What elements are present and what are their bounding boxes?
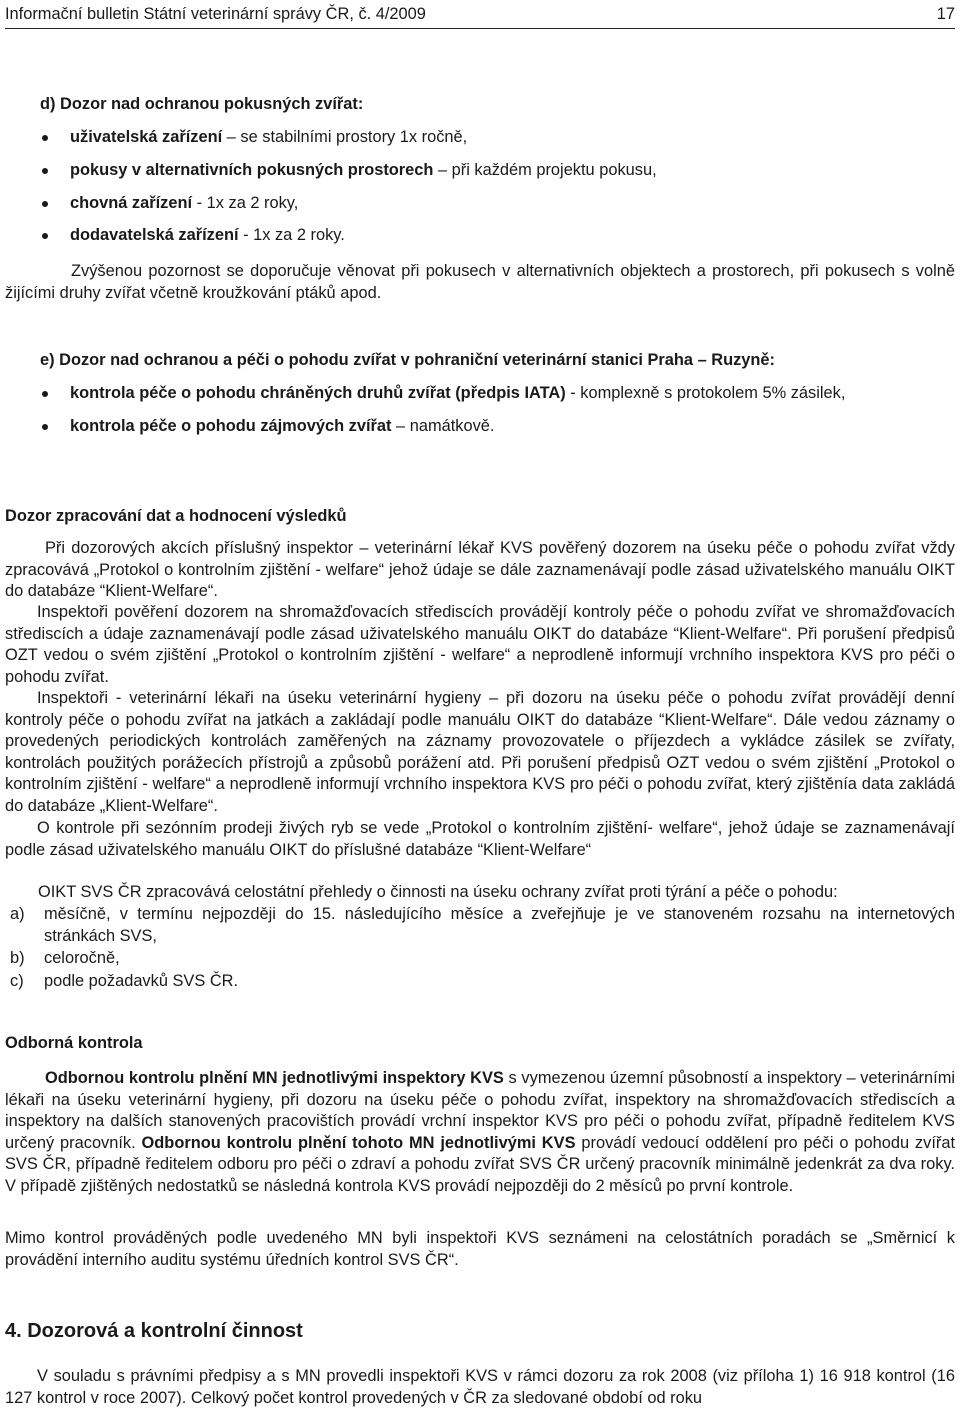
section-d-heading: d) Dozor nad ochranou pokusných zvířat: (40, 95, 364, 113)
odborna-heading: Odborná kontrola (5, 1034, 143, 1052)
dozor-heading: Dozor zpracování dat a hodnocení výsledků (5, 507, 347, 525)
section-d-note: Zvýšenou pozornost se doporučuje věnovat při pokusech v alternativních objektech a prostorech, při pokusech s volně žijícími druhy zvířat včetně kroužkování ptáků apod. (5, 262, 955, 302)
list-item: chovná zařízení - 1x za 2 roky, (40, 193, 955, 215)
dozor-paragraph-2: Inspektoři pověření dozorem na shromažďovacích střediscích provádějí kontroly péče o pohodu zvířat ve shromažďovacích střediscích a údaje zaznamenávají podle zásad uživatelského manuálu OIKT do databáze “Klient-Welfare“. Při porušení předpisů OZT vedou o svém zjištění „Protokol o kontrolním zjištění - welfare“ a neprodleně informují vrchního inspektora KVS pro péči o pohodu zvířat. (5, 603, 955, 686)
dozor-paragraph-1: Při dozorových akcích příslušný inspektor – veterinární lékař KVS pověřený dozorem na úseku péče o pohodu zvířat vždy zpracovává „Protokol o kontrolním zjištění - welfare“ jehož údaje se dále zaznamenávají podle zásad uživatelského manuálu OIKT do databáze “Klient-Welfare“. (5, 539, 955, 601)
list-item: a) měsíčně, v termínu nejpozději do 15. následujícího měsíce a zveřejňuje je ve stanoveném rozsahu na internetových stránkách SVS, (10, 905, 955, 945)
section-d-list (40, 127, 955, 258)
dozor-paragraph-4: O kontrole při sezónním prodeji živých ryb se vede „Protokol o kontrolním zjištění- welfare“, jehož údaje se zaznamenávají podle zásad uživatelského manuálu OIKT do příslušné databáze “Klient-Welfare“ (5, 819, 955, 859)
list-item: kontrola péče o pohodu zájmových zvířat – namátkově. (40, 416, 955, 438)
list-item: pokusy v alternativních pokusných prostorech – při každém projektu pokusu, (40, 160, 955, 182)
section-e-heading: e) Dozor nad ochranou a péči o pohodu zvířat v pohraniční veterinární stanici Praha – Ruzyně: (40, 351, 775, 369)
odborna-paragraph-1: Odbornou kontrolu plnění MN jednotlivými inspektory KVS s vymezenou územní působností a inspektory – veterinárními lékaři na úseku veterinární hygieny, při dozoru na úseku péče o pohodu zvířat, inspektory na shromažďovacích střediscích a inspektory na dalších stanovených pracovištích provádí vrchní inspektor KVS pro péči o pohodu zvířat, případně ředitelem KVS určený pracovník. Odbornou kontrolu plnění tohoto MN jednotlivými KVS provádí vedoucí oddělení pro péči o pohodu zvířat SVS ČR, případně ředitelem odboru pro péči o zdraví a pohodu zvířat SVS ČR určený pracovník minimálně jedenkrát za dva roky. V případě zjištěných nedostatků se následná kontrola KVS provádí nejpozději do 2 měsíců po první kontrole. (5, 1069, 956, 1195)
list-item: dodavatelská zařízení - 1x za 2 roky. (40, 225, 955, 247)
section-4-paragraph: V souladu s právními předpisy a s MN provedli inspektoři KVS v rámci dozoru za rok 2008 (viz příloha 1) 16 918 kontrol (16 127 kontrol v roce 2007). Celkový počet kontrol provedených v ČR za sledované období od roku (5, 1367, 955, 1407)
list-item: c) podle požadavků SVS ČR. (10, 971, 239, 990)
odborna-paragraph-2: Mimo kontrol prováděných podle uvedeného MN byli inspektoři KVS seznámeni na celostátních poradách se „Směrnicí k provádění interního auditu systému úředních kontrol SVS ČR“. (5, 1229, 955, 1269)
page-number: 17 (936, 5, 955, 23)
dozor-paragraph-5: OIKT SVS ČR zpracovává celostátní přehledy o činnosti na úseku ochrany zvířat proti týrání a péče o pohodu: (38, 883, 838, 901)
section-4-heading: 4. Dozorová a kontrolní činnost (5, 1320, 303, 1342)
dozor-list (10, 904, 955, 993)
dozor-paragraph-3: Inspektoři - veterinární lékaři na úseku veterinární hygieny – při dozoru na úseku péče o pohodu zvířat provádějí denní kontroly péče o pohodu zvířat na jatkách a zakládají podle manuálu OIKT do databáze “Klient-Welfare“. Dále vedou záznamy o provedených periodických kontrolách zaměřených na záznamy provozovatele o příjezdech a vykládce zásilek se zvířaty, kontrolách použitých porážecích přístrojů a způsobů porážení atd. Při porušení předpisů OZT vedou o svém zjištění „Protokol o kontrolním zjištění - welfare“ a neprodleně informují vrchního inspektora KVS pro péči o pohodu zvířat, který zjištěnía data zakládá do databáze „Klient-Welfare“. (5, 689, 955, 815)
list-item: kontrola péče o pohodu chráněných druhů zvířat (předpis IATA) - komplexně s protokolem 5% zásilek, (40, 383, 955, 405)
page-header (5, 4, 955, 29)
list-item: uživatelská zařízení – se stabilními prostory 1x ročně, (40, 127, 955, 149)
list-item: b) celoročně, (10, 949, 120, 968)
section-e-list (40, 383, 955, 449)
bulletin-title: Informační bulletin Státní veterinární správy ČR, č. 4/2009 (5, 5, 426, 23)
